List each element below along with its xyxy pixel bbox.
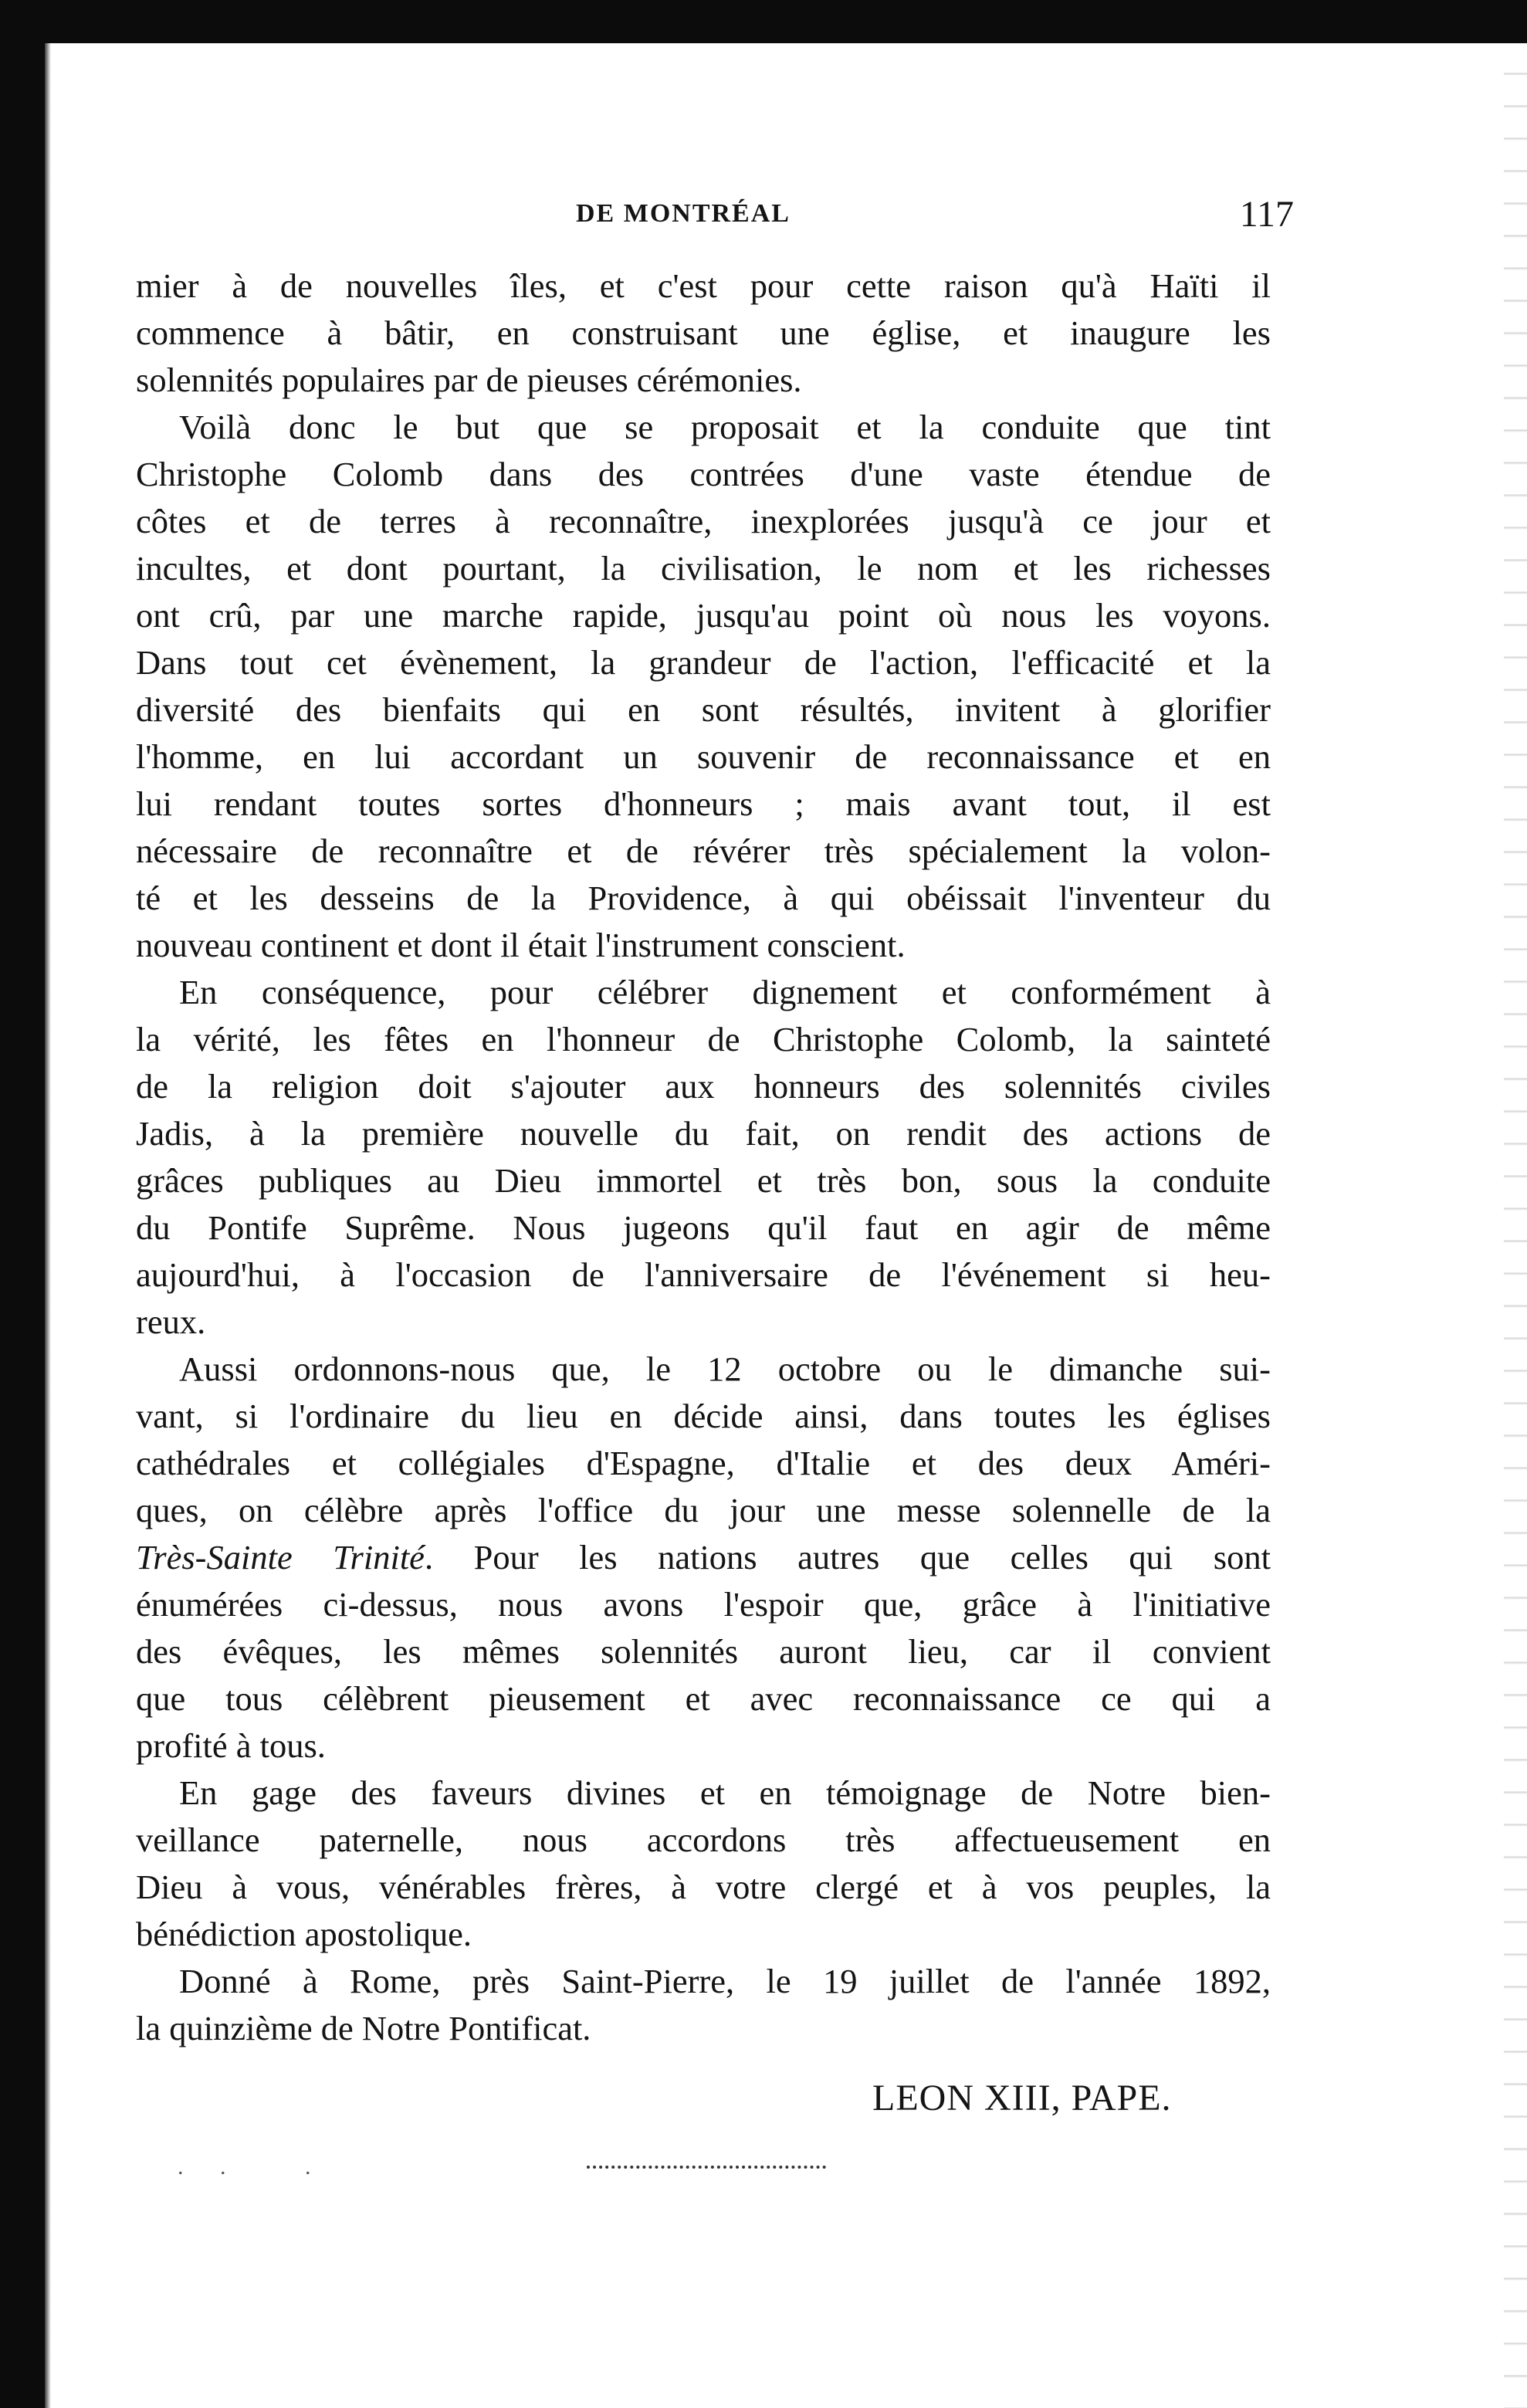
text-line: profité à tous.: [136, 1726, 326, 1765]
scan-dots: . . .: [178, 2154, 327, 2179]
text-line: ques, on célèbre après l'office du jour une messe solennelle de la: [136, 1491, 1271, 1529]
text-line: du Pontife Suprême. Nous jugeons qu'il faut en agir de même: [136, 1208, 1271, 1247]
text-line: la vérité, les fêtes en l'honneur de Christophe Colomb, la sainteté: [136, 1020, 1271, 1058]
page-number: 117: [1239, 194, 1294, 235]
text-line: cathédrales et collégiales d'Espagne, d'Italie et des deux Améri-: [136, 1444, 1271, 1482]
text-line: bénédiction apostolique.: [136, 1915, 472, 1953]
text-line: la quinzième de Notre Pontificat.: [136, 2009, 591, 2047]
text-line: vant, si l'ordinaire du lieu en décide ainsi, dans toutes les églises: [136, 1397, 1271, 1435]
text-line: lui rendant toutes sortes d'honneurs ; mais avant tout, il est: [136, 784, 1271, 823]
text-line: incultes, et dont pourtant, la civilisation, le nom et les richesses: [136, 549, 1271, 588]
page-header: [136, 194, 1294, 246]
text-line: Voilà donc le but que se proposait et la conduite que tint: [179, 408, 1271, 446]
text-line: Donné à Rome, près Saint-Pierre, le 19 juillet de l'année 1892,: [179, 1962, 1271, 2000]
text-line: commence à bâtir, en construisant une église, et inaugure les: [136, 313, 1271, 352]
text-line: diversité des bienfaits qui en sont résultés, invitent à glorifier: [136, 690, 1271, 729]
signature: LEON XIII, PAPE.: [872, 2078, 1172, 2118]
text-line: des évêques, les mêmes solennités auront lieu, car il convient: [136, 1632, 1271, 1671]
text-line: solennités populaires par de pieuses cérémonies.: [136, 361, 802, 399]
text-line: côtes et de terres à reconnaître, inexplorées jusqu'à ce jour et: [136, 502, 1271, 540]
text-line: En conséquence, pour célébrer dignement et conformément à: [179, 973, 1271, 1011]
text-line: grâces publiques au Dieu immortel et très bon, sous la conduite: [136, 1161, 1271, 1200]
italic-phrase: Très-Sainte Trinité: [136, 1538, 425, 1577]
text-line: énumérées ci-dessus, nous avons l'espoir que, grâce à l'initiative: [136, 1585, 1271, 1624]
text-line: Dieu à vous, vénérables frères, à votre clergé et à vos peuples, la: [136, 1868, 1271, 1906]
text-line: Dans tout cet évènement, la grandeur de l'action, l'efficacité et la: [136, 643, 1271, 682]
text-line: reux.: [136, 1302, 206, 1341]
text-line: l'homme, en lui accordant un souvenir de reconnaissance et en: [136, 737, 1271, 776]
text-line: En gage des faveurs divines et en témoignage de Notre bien-: [179, 1773, 1271, 1812]
end-rule: [587, 2166, 826, 2173]
text-line: Jadis, à la première nouvelle du fait, on rendit des actions de: [136, 1114, 1271, 1153]
text-line: de la religion doit s'ajouter aux honneurs des solennités civiles: [136, 1067, 1271, 1106]
text-line: ont crû, par une marche rapide, jusqu'au point où nous les voyons.: [136, 596, 1271, 635]
text-line: mier à de nouvelles îles, et c'est pour cette raison qu'à Haïti il: [136, 266, 1271, 305]
text-line: Aussi ordonnons-nous que, le 12 octobre ou le dimanche sui-: [179, 1350, 1271, 1388]
text-line: veillance paternelle, nous accordons très affectueusement en: [136, 1820, 1271, 1859]
running-head: DE MONTRÉAL: [576, 199, 791, 228]
text-line: Christophe Colomb dans des contrées d'une vaste étendue de: [136, 455, 1271, 493]
text-line: Très-Sainte Trinité. Pour les nations autres que celles qui sont: [136, 1538, 1271, 1577]
text-line: que tous célèbrent pieusement et avec reconnaissance ce qui a: [136, 1679, 1271, 1718]
text-line: nécessaire de reconnaître et de révérer très spécialement la volon-: [136, 831, 1271, 870]
body-text: [136, 262, 1271, 2052]
text-line: té et les desseins de la Providence, à qui obéissait l'inventeur du: [136, 879, 1271, 917]
text-line: aujourd'hui, à l'occasion de l'anniversaire de l'événement si heu-: [136, 1255, 1271, 1294]
text-line: nouveau continent et dont il était l'instrument conscient.: [136, 926, 906, 964]
